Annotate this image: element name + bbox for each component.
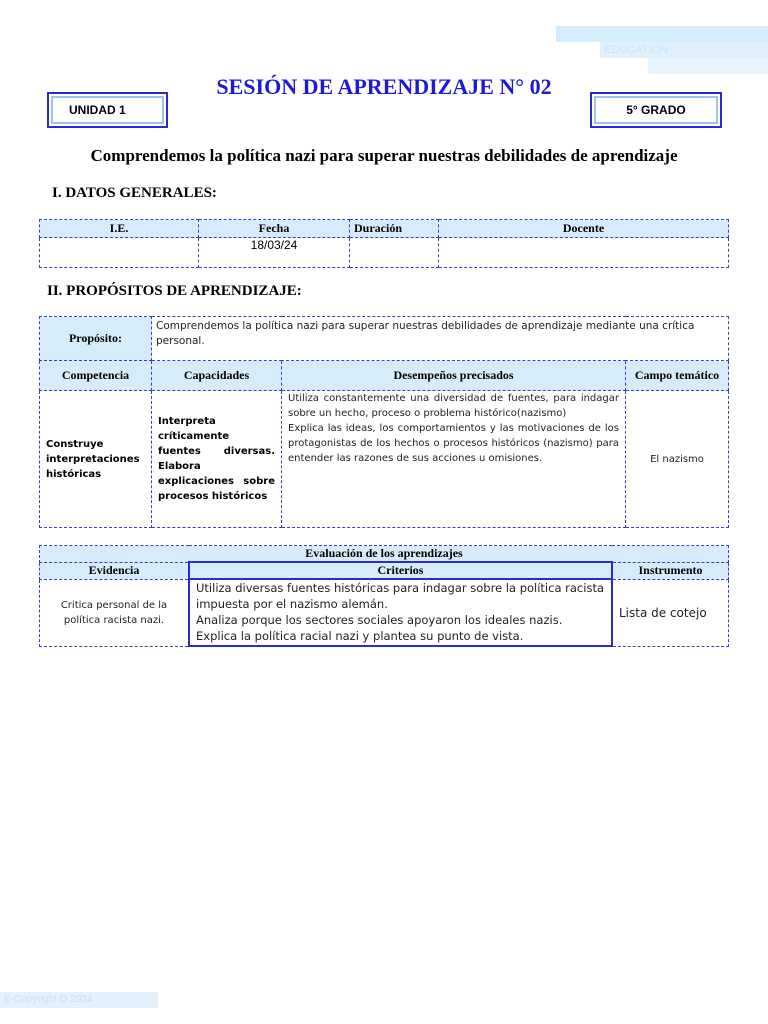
criterio-item: Analiza porque los sectores sociales apoyaron los ideales nazis. [196,613,563,627]
section-heading-propositos: II. PROPÓSITOS DE APRENDIZAJE: [47,283,302,299]
column-header: Competencia [40,361,152,391]
grade-badge: 5° GRADO [590,92,722,128]
proposito-label: Propósito: [40,317,152,361]
unit-badge: UNIDAD 1 [47,92,168,128]
column-header: Campo temático [626,361,729,391]
section-heading-datos: I. DATOS GENERALES: [52,185,217,201]
column-header: Desempeños precisados [282,361,626,391]
ie-cell [40,238,199,268]
column-header: Instrumento [612,562,729,579]
desempeno-item: Explica las ideas, los comportamientos y las motivaciones de los protagonistas de los hechos o procesos históricos (nazismo) para entender las razones de sus acciones u omisiones. [288,423,619,464]
column-header: Criterios [189,562,612,579]
competencia-cell: Construye interpretaciones históricas [40,391,152,528]
evidencia-cell: Critica personal de la política racista nazi. [40,579,190,646]
fecha-cell: 18/03/24 [199,238,350,268]
docente-cell [439,238,729,268]
datos-generales-table [39,219,729,268]
desempeno-item: Utiliza constantemente una diversidad de fuentes, para indagar sobre un hecho, proceso o problema histórico(nazismo) [288,393,619,419]
column-header: Duración [350,220,439,238]
duracion-cell [350,238,439,268]
watermark-band [556,26,768,42]
campo-cell: El nazismo [626,391,729,528]
instrumento-cell: Lista de cotejo [612,579,729,646]
criterios-cell [189,579,612,646]
watermark-top: EDUCATION [600,42,768,58]
evaluacion-table [39,545,729,647]
proposito-text: Comprendemos la política nazi para superar nuestras debilidades de aprendizaje mediante una crítica personal. [152,317,729,361]
page-title: SESIÓN DE APRENDIZAJE N° 02 [216,74,552,99]
watermark-band [648,58,768,74]
session-subtitle: Comprendemos la política nazi para superar nuestras debilidades de aprendizaje [90,146,678,165]
column-header: Fecha [199,220,350,238]
propositos-table [39,316,729,528]
column-header: Docente [439,220,729,238]
criterio-item: Explica la política racial nazi y plantea su punto de vista. [196,629,524,643]
column-header: Evidencia [40,562,190,579]
evaluacion-title: Evaluación de los aprendizajes [40,546,729,563]
capacidades-cell: Interpreta críticamente fuentes diversas. Elabora explicaciones sobre procesos históricos [152,391,282,528]
column-header: Capacidades [152,361,282,391]
desempenos-cell [282,391,626,528]
column-header: I.E. [40,220,199,238]
criterio-item: Utiliza diversas fuentes históricas para indagar sobre la política racista impuesta por el nazismo alemán. [196,581,604,611]
watermark-bottom: E-Copyright O 2024 [0,992,158,1008]
